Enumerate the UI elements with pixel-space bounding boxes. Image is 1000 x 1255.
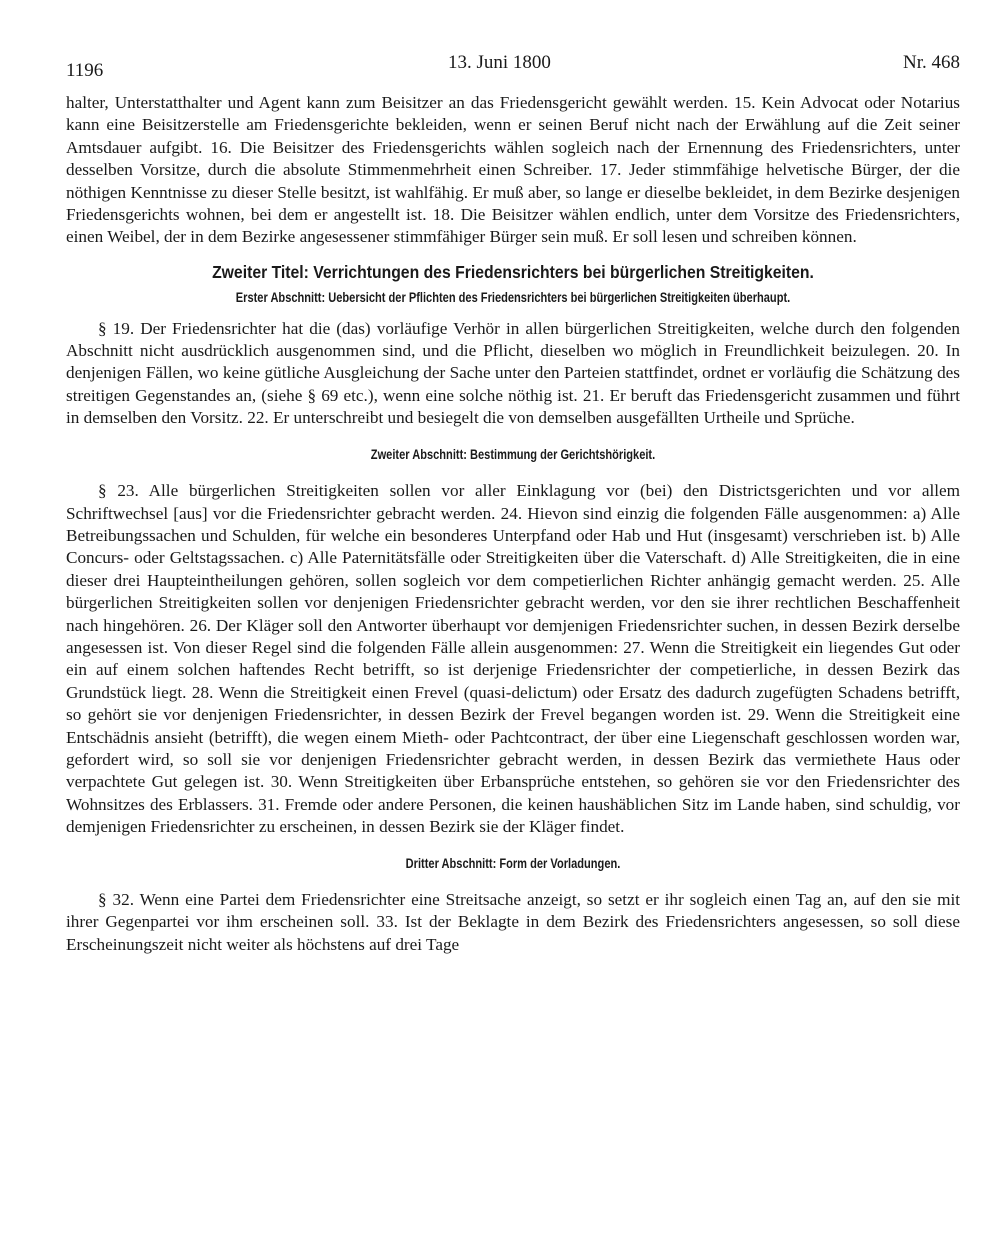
paragraph-2: § 19. Der Friedensrichter hat die (das) vorläufige Verhör in allen bürgerlichen Streitigkeiten, welche durch den folgenden Abschnitt nicht ausdrücklich ausgenommen sind, und die Pflicht, dieselben wo möglich in Freundlichkeit beizulegen. 20. In denjenigen Fällen, wo keine gütliche Ausgleichung der Sache unter den Parteien stattfindet, ordnet er vorläufig die Schätzung des streitigen Gegenstandes an, (siehe § 69 etc.), wenn eine solche nöthig ist. 21. Er beruft das Friedensgericht zusammen und führt in demselben den Vorsitz. 22. Er unterschreibt und besiegelt die von demselben ausgefällten Urtheile und Sprüche.: [66, 318, 960, 428]
page-date: 13. Juni 1800: [448, 52, 551, 73]
page-header: [66, 52, 960, 92]
page-number: 1196: [66, 60, 104, 81]
document-number: Nr. 468: [903, 52, 960, 73]
document-body: [66, 92, 960, 956]
paragraph-4: § 32. Wenn eine Partei dem Friedensrichter eine Streitsache anzeigt, so setzt er ihr sogleich einen Tag an, auf den sie mit ihrer Gegenpartei vor ihm erscheinen soll. 33. Ist der Beklagte in dem Bezirk des Friedensrichters angesessen, so soll diese Erscheinungszeit nicht weiter als höchstens auf drei Tage: [66, 890, 960, 954]
section-heading-1: Erster Abschnitt: Uebersicht der Pflichten des Friedensrichters bei bürgerlichen Streitigkeiten überhaupt.: [235, 290, 791, 306]
paragraph-3: § 23. Alle bürgerlichen Streitigkeiten sollen vor aller Einklagung vor (bei) den Districtsgerichten und vor allem Schriftwechsel [aus] vor die Friedensrichter gebracht werden. 24. Hievon sind einzig die folgenden Fälle ausgenommen: a) Alle Betreibungssachen und Schulden, für welche ein besonderes Unterpfand oder Hab und Hut (insgesamt) verschrieben ist. b) Alle Concurs- oder Geltstagssachen. c) Alle Paternitätsfälle oder Streitigkeiten über die Vaterschaft. d) Alle Streitigkeiten, die in eine dieser drei Haupteintheilungen gehören, sollen sogleich vor dem competierlichen Richter anhängig gemacht werden. 25. Alle bürgerlichen Streitigkeiten sollen vor denjenigen Friedensrichter gebracht werden, vor den sie ihrer rechtlichen Beschaffenheit nach hingehören. 26. Der Kläger soll den Antworter überhaupt vor demjenigen Friedensrichter suchen, in dessen Bezirk derselbe angesessen ist. Von dieser Regel sind die folgenden Fälle allein ausgenommen: 27. Wenn die Streitigkeit ein liegendes Gut oder ein auf einem solchen haftendes Recht betrifft, so ist derjenige Friedensrichter der competierliche, in dessen Bezirk das Grundstück liegt. 28. Wenn die Streitigkeit einen Frevel (quasi-delictum) oder Ersatz des dadurch zugefügten Schadens betrifft, so gehört sie vor denjenigen Friedensrichter, in dessen Bezirk der Frevel begangen worden ist. 29. Wenn die Streitigkeit eine Entschädnis ansieht (betrifft), die wegen einem Mieth- oder Pachtcontract, der über eine Liegenschaft geschlossen worden war, gefordert wird, so soll sie vor denjenigen Friedensrichter gebracht werden, in dessen Bezirk das vermiethete Haus oder verpachtete Gut gelegen ist. 30. Wenn Streitigkeiten über Erbansprüche entstehen, so gehören sie vor den Friedensrichter des Wohnsitzes des Erblassers. 31. Fremde oder andere Personen, die keinen haushäblichen Sitz im Lande haben, sind schuldig, vor demjenigen Friedensrichter zu erscheinen, in dessen Bezirk sie der Kläger findet.: [66, 481, 960, 837]
section-heading-2: Zweiter Abschnitt: Bestimmung der Gerichtshörigkeit.: [370, 446, 656, 462]
section-heading-3: Dritter Abschnitt: Form der Vorladungen.: [405, 855, 621, 871]
title-heading: Zweiter Titel: Verrichtungen des Friedensrichters bei bürgerlichen Streitigkeiten.: [212, 261, 814, 282]
paragraph-1: halter, Unterstatthalter und Agent kann zum Beisitzer an das Friedensgericht gewählt werden. 15. Kein Advocat oder Notarius kann eine Beisitzerstelle am Friedensgerichte bekleiden, wenn er seinen Beruf nicht nach der Erwählung auf die Zeit seiner Amtsdauer aufgibt. 16. Die Beisitzer des Friedensgerichts wählen sogleich nach der Ernennung des Friedensrichters, unter desselben Vorsitze, durch die absolute Stimmenmehrheit einen Schreiber. 17. Jeder stimmfähige helvetische Bürger, der die nöthigen Kenntnisse zu dieser Stelle besitzt, ist wahlfähig. Er muß aber, so lange er dieselbe bekleidet, in dem Bezirke desjenigen Friedensgerichts wohnen, bei dem er angestellt ist. 18. Die Beisitzer wählen endlich, unter dem Vorsitze des Friedensrichters, einen Weibel, der in dem Bezirke angesessener stimmfähiger Bürger sein muß. Er soll lesen und schreiben können.: [66, 93, 960, 247]
